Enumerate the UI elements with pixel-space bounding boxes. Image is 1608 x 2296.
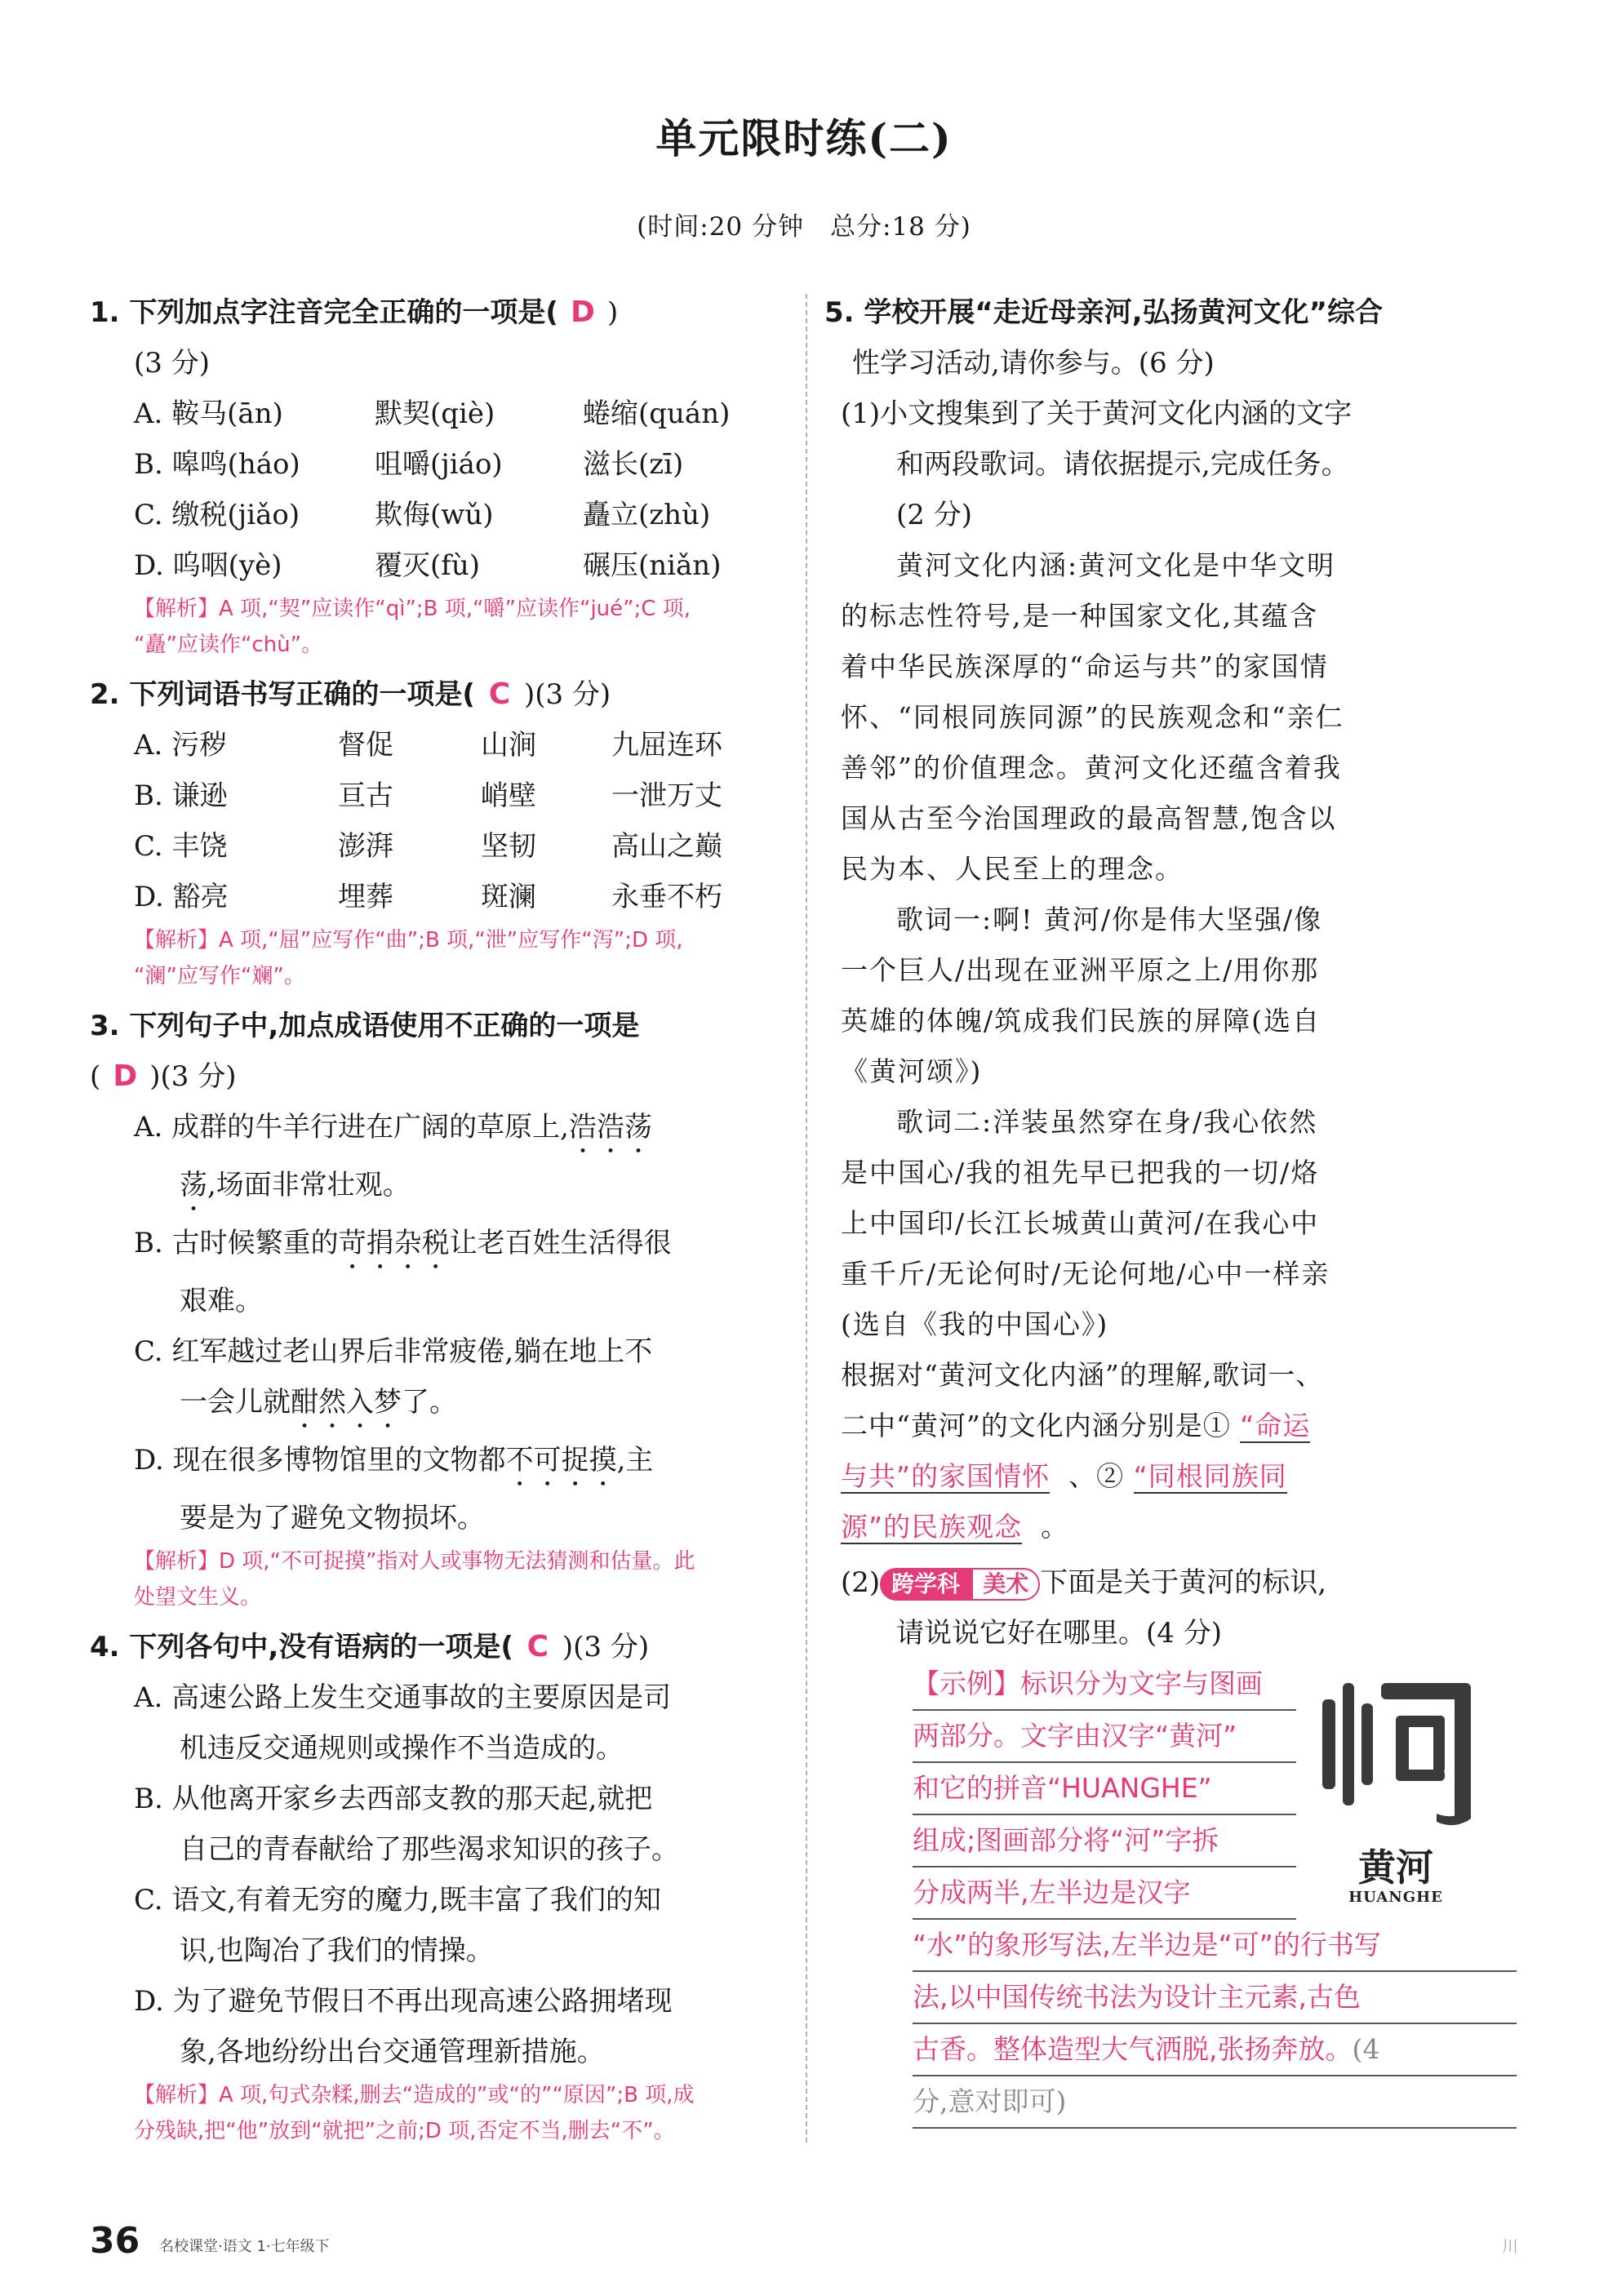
answer-1-part-1: “命运 [1240, 1410, 1311, 1441]
answer-separator: 、② [1068, 1460, 1125, 1492]
q5-p2-prefix: (2) [841, 1566, 881, 1599]
logo-text: 黄河 [1358, 1845, 1433, 1890]
q5-lyric-2 [824, 1097, 1518, 1350]
q4-option-d-line-1: D. 为了避免节假日不再出现高速公路拥堵现 [134, 1985, 673, 2018]
q2-option-c-2: 澎湃 [338, 830, 393, 863]
lyric1-line-2: 一个巨人/出现在亚洲平原之上/用你那 [841, 954, 1320, 986]
q1-analysis-line-1: 【解析】A 项,“契”应读作“qì”;B 项,“嚼”应读作“jué”;C 项, [134, 597, 691, 621]
q5-culture-passage [824, 540, 1518, 895]
q4-option-d-line-2: 象,各地纷纷出台交通管理新措施。 [180, 2036, 605, 2068]
q4-answer: C [526, 1630, 549, 1663]
q4-option-b-line-2: 自己的青春献给了那些渴求知识的孩子。 [180, 1833, 679, 1866]
q1-option-d-3: 碾压(niǎn) [583, 549, 722, 582]
q3-a-text: A. 成群的牛羊行进在广阔的草原上, [134, 1111, 569, 1144]
answer-end: 。 [1041, 1511, 1069, 1543]
q5-stem-line-1: 5. 学校开展“走近母亲河,弘扬黄河文化”综合 [824, 296, 1384, 329]
answer-1-part-2: 与共”的家国情怀 [841, 1460, 1051, 1492]
culture-line-3: 着中华民族深厚的“命运与共”的家国情 [841, 651, 1329, 682]
page-number: 36 [90, 2220, 140, 2262]
q1-answer: D [571, 295, 595, 329]
culture-line-6: 国从古至今治国理政的最高智慧,饱含以 [841, 802, 1337, 834]
q2-option-c-1: C. 丰饶 [134, 830, 228, 863]
q5-p2-answer [824, 1659, 1518, 2129]
lyric2-line-1: 歌词二:洋装虽然穿在身/我心依然 [896, 1106, 1318, 1138]
q3-c-text: 一会儿就 [180, 1386, 291, 1419]
q2-analysis-line-1: 【解析】A 项,“屈”应写作“曲”;B 项,“泄”应写作“泻”;D 项, [134, 928, 683, 953]
q4-analysis-line-1: 【解析】A 项,句式杂糅,删去“造成的”或“的”“原因”;B 项,成 [134, 2083, 695, 2107]
q1-option-d [90, 540, 792, 591]
q3-option-b-line-2: 艰难。 [180, 1285, 263, 1317]
question-2 [90, 669, 792, 994]
question-1 [90, 287, 792, 663]
q2-stem-end: )(3 分) [523, 678, 611, 711]
q2-option-a-4: 九屈连环 [611, 729, 722, 762]
culture-line-1: 黄河文化内涵:黄河文化是中华文明 [896, 549, 1336, 581]
example-score-2: 分,意对即可) [913, 2076, 1517, 2129]
lyric1-line-4: 《黄河颂》) [841, 1055, 983, 1087]
answer-2-part-2: 源”的民族观念 [841, 1511, 1023, 1543]
q5-p2 [824, 1557, 1518, 1659]
logo-pinyin: HUANGHE [1348, 1889, 1443, 1906]
example-line-4: 组成;图画部分将“河”字拆 [913, 1815, 1296, 1867]
q1-score: (3 分) [134, 347, 210, 380]
q2-option-d-3: 斑澜 [481, 881, 536, 913]
q2-option-b-2: 亘古 [338, 779, 393, 812]
q4-analysis-line-2: 分残缺,把“他”放到“就把”之前;D 项,否定不当,删去“不”。 [134, 2119, 675, 2143]
q3-a-idiom-1: 浩浩荡 [568, 1111, 652, 1144]
q1-option-a [90, 389, 792, 439]
q1-option-d-2: 覆灭(fù) [375, 549, 481, 582]
question-3: 3. 下列句子中,加点成语使用不正确的一项是 ( D )(3 分) A. 成群的牛羊行进在广阔的草原上,浩浩荡 荡,场面非常壮观。 B. 古时候繁重的苛捐杂税让老百姓生活得很 艰难。 C. 红军越过老山界后非常疲倦,躺在地上不 一会儿就酣然入梦了。 D. 现在很多博物馆里的文物都不可捉摸,主 要是为了避免文物损坏。 【解析】D 项,“不可捉摸”指对人或事物无法猜测和估量。此 处望文生义。 [90, 1001, 792, 1615]
example-line-3: 和它的拼音“HUANGHE” [913, 1763, 1296, 1815]
q3-b-idiom: 苛捐杂税 [338, 1227, 450, 1259]
q4-analysis [90, 2077, 792, 2149]
q4-option-c-line-1: C. 语文,有着无穷的魔力,既丰富了我们的知 [134, 1884, 662, 1916]
q1-option-c-3: 矗立(zhù) [583, 499, 711, 531]
q2-option-a-1: A. 污秽 [134, 729, 228, 762]
lyric1-line-1: 歌词一:啊! 黄河/你是伟大坚强/像 [896, 904, 1323, 935]
task-line-2: 二中“黄河”的文化内涵分别是① [841, 1410, 1231, 1441]
q3-d-text-2: ,主 [616, 1444, 654, 1477]
q2-option-b-1: B. 谦逊 [134, 779, 228, 812]
q3-option-b-line-1 [90, 1218, 792, 1276]
question-5 [824, 287, 1518, 2129]
q1-option-a-3: 蜷缩(quán) [583, 397, 731, 430]
page-subtitle: (时间:20 分钟 总分:18 分) [637, 212, 971, 242]
left-column [90, 287, 792, 2156]
q2-option-d [90, 872, 792, 922]
q2-option-d-1: D. 豁亮 [134, 881, 229, 913]
q3-b-text: B. 古时候繁重的 [134, 1227, 339, 1259]
culture-line-5: 善邻”的价值理念。黄河文化还蕴含着我 [841, 752, 1342, 784]
culture-line-4: 怀、“同根同族同源”的民族观念和“亲仁 [841, 701, 1344, 733]
column-divider [806, 294, 807, 2143]
q3-analysis-line-1: 【解析】D 项,“不可捉摸”指对人或事物无法猜测和估量。此 [134, 1549, 695, 1574]
q3-stem-end: )(3 分) [149, 1060, 237, 1093]
q3-option-a-line-2 [90, 1160, 792, 1218]
task-line-1: 根据对“黄河文化内涵”的理解,歌词一、 [841, 1359, 1324, 1391]
lyric1-line-3: 英雄的体魄/筑成我们民族的屏障(选自 [841, 1005, 1321, 1037]
q2-option-b-3: 峭壁 [481, 779, 536, 812]
yellow-river-logo [1314, 1667, 1477, 1906]
q2-option-b [90, 771, 792, 821]
q3-b-text-2: 让老百姓生活得很 [449, 1227, 672, 1259]
q5-p1-stem-line-3: (2 分) [896, 499, 972, 531]
q2-stem: 2. 下列词语书写正确的一项是( [90, 678, 475, 711]
example-line-1: 【示例】标识分为文字与图画 [913, 1659, 1296, 1711]
page-title: 单元限时练(二) [655, 114, 953, 162]
book-info: 名校课堂·语文 1·七年级下 [159, 2238, 330, 2255]
example-line-7: 法,以中国传统书法为设计主元素,古色 [913, 1972, 1517, 2024]
culture-line-2: 的标志性符号,是一种国家文化,其蕴含 [841, 600, 1318, 632]
q5-p1-stem-line-1: (1)小文搜集到了关于黄河文化内涵的文字 [841, 397, 1353, 430]
lyric2-line-5: (选自《我的中国心》) [841, 1308, 1109, 1340]
q2-option-d-2: 埋葬 [338, 881, 393, 913]
q1-option-d-1: D. 呜咽(yè) [134, 549, 282, 582]
q5-stem-line-2: 性学习活动,请你参与。(6 分) [852, 347, 1215, 380]
q3-c-idiom: 酣然入梦 [291, 1386, 402, 1419]
culture-line-7: 民为本、人民至上的理念。 [841, 853, 1184, 885]
q3-d-idiom: 不可捉摸 [505, 1444, 617, 1477]
q2-analysis [90, 922, 792, 994]
q4-stem: 4. 下列各句中,没有语病的一项是( [90, 1631, 513, 1663]
q3-answer: D [113, 1059, 138, 1093]
q2-analysis-line-2: “澜”应写作“斓”。 [134, 964, 305, 988]
q1-option-a-1: A. 鞍马(ān) [134, 397, 283, 430]
q3-option-d-line-1 [90, 1435, 792, 1493]
example-line-6: “水”的象形写法,左半边是“可”的行书写 [913, 1920, 1517, 1972]
q3-option-c-line-1: C. 红军越过老山界后非常疲倦,躺在地上不 [134, 1335, 653, 1368]
q1-option-b [90, 439, 792, 490]
art-tag: 美术 [971, 1568, 1040, 1601]
q5-lyric-1 [824, 895, 1518, 1097]
q1-analysis-line-2: “矗”应读作“chù”。 [134, 633, 323, 657]
q1-stem: 1. 下列加点字注音完全正确的一项是( [90, 296, 558, 329]
question-4 [90, 1622, 792, 2149]
lyric2-line-4: 重千斤/无论何时/无论何地/心中一样亲 [841, 1258, 1330, 1290]
q2-option-a-3: 山涧 [481, 729, 536, 762]
q3-option-a-line-1 [90, 1102, 792, 1160]
right-column [824, 287, 1518, 2129]
q1-option-c-2: 欺侮(wǔ) [375, 499, 494, 531]
q3-analysis-line-2: 处望文生义。 [134, 1585, 262, 1610]
q1-option-b-3: 滋长(zī) [583, 448, 684, 481]
q2-option-c [90, 821, 792, 872]
q4-option-b-line-1: B. 从他离开家乡去西部支教的那天起,就把 [134, 1783, 653, 1815]
q2-option-b-4: 一泄万丈 [611, 779, 722, 812]
q4-option-a-line-1: A. 高速公路上发生交通事故的主要原因是司 [134, 1681, 672, 1714]
q3-stem: 3. 下列句子中,加点成语使用不正确的一项是 [90, 1010, 640, 1042]
q1-option-c [90, 490, 792, 540]
q3-d-text: D. 现在很多博物馆里的文物都 [134, 1444, 506, 1477]
q5-p1-task [824, 1350, 1518, 1552]
q1-option-b-2: 咀嚼(jiáo) [375, 448, 503, 481]
q1-analysis [90, 591, 792, 663]
lyric2-line-3: 上中国印/长江长城黄山黄河/在我心中 [841, 1207, 1320, 1239]
q2-option-d-4: 永垂不朽 [611, 881, 722, 913]
q3-option-c-line-2 [90, 1377, 792, 1435]
q3-a-idiom-2: 荡 [180, 1169, 207, 1201]
q3-a-text-2: ,场面非常壮观。 [207, 1169, 411, 1201]
q1-option-c-1: C. 缴税(jiǎo) [134, 499, 300, 531]
q3-analysis [90, 1543, 792, 1615]
q4-stem-end: )(3 分) [562, 1631, 650, 1663]
q2-option-c-4: 高山之巅 [611, 830, 722, 863]
example-line-2: 两部分。文字由汉字“黄河” [913, 1711, 1296, 1763]
answer-2-part-1: “同根同族同 [1133, 1460, 1287, 1492]
q2-option-a [90, 720, 792, 771]
q2-option-c-3: 坚韧 [481, 830, 536, 863]
example-line-8: 古香。整体造型大气洒脱,张扬奔放。 [913, 2033, 1353, 2065]
q3-option-d-line-2: 要是为了避免文物损坏。 [180, 1502, 485, 1534]
q4-option-a-line-2: 机违反交通规则或操作不当造成的。 [180, 1732, 624, 1765]
q4-option-c-line-2: 识,也陶冶了我们的情操。 [180, 1934, 494, 1967]
q2-answer: C [488, 677, 511, 711]
region-mark: 川 [1502, 2236, 1518, 2256]
cross-subject-tag: 跨学科 [880, 1568, 971, 1601]
q3-c-text-2: 了。 [402, 1386, 457, 1419]
q1-stem-end: ) [606, 296, 619, 329]
example-score-1: (4 [1352, 2033, 1380, 2065]
lyric2-line-2: 是中国心/我的祖先早已把我的一切/烙 [841, 1157, 1320, 1188]
q1-option-b-1: B. 嗥鸣(háo) [134, 448, 300, 481]
q5-p1-stem-line-2: 和两段歌词。请依据提示,完成任务。 [896, 448, 1349, 481]
q1-option-a-2: 默契(qiè) [375, 397, 495, 430]
q5-p2-stem-1: 下面是关于黄河的标识, [1040, 1566, 1327, 1599]
river-glyph-icon [1314, 1667, 1477, 1830]
q5-p2-stem-2: 请说说它好在哪里。(4 分) [896, 1617, 1222, 1650]
q2-option-a-2: 督促 [338, 729, 393, 762]
example-line-5: 分成两半,左半边是汉字 [913, 1867, 1296, 1920]
